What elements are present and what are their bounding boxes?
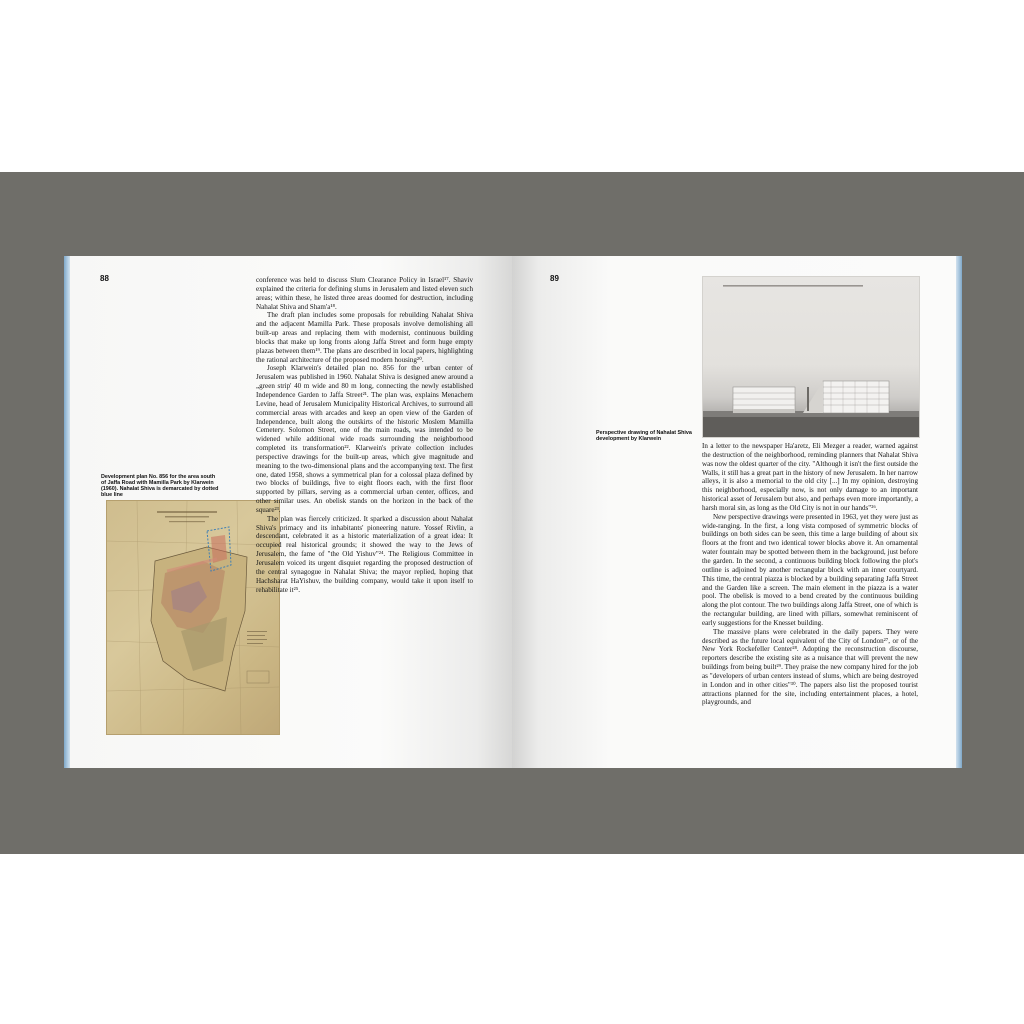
paragraph: The massive plans were celebrated in the daily papers. They were described as the future local equivalent of the City of London²⁷, or of the New York Rockefeller Center²⁸. Adopting the reconstruction discourse, reporters describe the existing site as a nuisance that will prevent the new buildings from being built²⁹. They praise the new company hired for the job as "developers of urban centers instead of slums, which are being destroyed in London and in other cities"³⁰. The papers also list the proposed tourist attractions planned for the site, including entertainment places, a hotel, playgrounds, and [702, 627, 918, 707]
paragraph: The plan was fiercely criticized. It sparked a discussion about Nahalat Shiva's primacy and its inhabitants' pioneering nature. Yossef Rivlin, a descendant, celebrated it as a historic materialization of a great idea: It occupied real historical grounds; it showed the way to the Jews of Jerusalem, the fame of "the Old Yishuv"²⁴. The Religious Committee in Jerusalem voiced its urgent disquiet regarding the proposed destruction of the central synagogue in Nahalat Shiva; the mayor replied, hoping that Hachsharat HaYishuv, the building company, would take it upon itself to rehabilitate it²⁵. [256, 514, 473, 594]
perspective-drawing [702, 276, 920, 438]
right-page-body [702, 442, 918, 707]
paragraph: Joseph Klarwein's detailed plan no. 856 for the urban center of Jerusalem was published in 1960. Nahalat Shiva is designed anew around a „green strip' 40 m wide and 80 m long, connecting the newly established Independence Garden to Jaffa Street²¹. The plan was, explains Menachem Levine, head of Jerusalem Municipality Historical Archives, to surround all commercial areas with arcades and keep an open view of the Garden of Independence, built along the outskirts of the historic Moslem Mamilla Cemetery. Solomon Street, one of the main roads, was intended to be widened while additional wide roads surrounding the neighborhood completed its transformation²². Klarwein's private collection includes perspective drawings for the built-up areas, which give magnitude and meaning to the two-dimensional plans and the accompanying text. The first one, dated 1958, shows a symmetrical plan for a colossal plaza defined by two blocks of buildings, five to eight floors each, with the first floor supported by pillars, serving as a commercial urban center, offices, and other similar uses. An obelisk stands on the horizon in the back of the square²³. [256, 364, 473, 514]
page-edge-right [955, 256, 962, 768]
page-number: 88 [100, 274, 109, 283]
drawing-caption: Perspective drawing of Nahalat Shiva development by Klarwein [596, 430, 692, 442]
open-book [64, 256, 962, 768]
paragraph: conference was held to discuss Slum Clearance Policy in Israel¹⁷. Shaviv explained the criteria for defining slums in Jerusalem and listed eleven such areas; within these, he listed three areas doomed for destruction, including Nahalat Shiva and Sham'a¹⁸. [256, 276, 473, 311]
page-number: 89 [550, 274, 559, 283]
map-caption: Development plan No. 856 for the area south of Jaffa Road with Mamilla Park by Klarwein (1960). Nahalat Shiva is demarcated by dotted blue line [101, 474, 219, 498]
paragraph: New perspective drawings were presented in 1963, yet they were just as wide-ranging. In the first, a long vista composed of symmetric blocks of buildings on both sides can be seen, this time a large building of about six floors at the front and two identical tower blocks above it. An ornamental water fountain may be spotted between them in the background, just before the garden. In the second, a continuous building block following the plot's outline is adjoined by another rectangular block with an inner courtyard. This time, the central piazza is blocked by a building separating Jaffa Street and the Garden like a screen. The main element in the piazza is a water pool. The obelisk is moved to a bend created by the continuous building along the plot contour. The two buildings along Jaffa Street, one of which is the rectangular building, are lined with pillars, somewhat reminiscent of early suggestions for the Knesset building. [702, 512, 918, 627]
development-plan-map [106, 500, 280, 735]
paragraph: In a letter to the newspaper Ha'aretz, Eli Mezger a reader, warned against the destruction of the neighborhood, reminding planners that Nahalat Shiva was now the oldest quarter of the city. "Although it isn't the first outside the Walls, it still has a great part in the history of new Jerusalem. In her narrow alleys, it is also a memorial to the old city [...] In my opinion, destroying this neighborhood, especially now, is not only damage to an important historical asset of Jerusalem but also, and perhaps even more importantly, a harsh moral sin, as long as the Old City is not in our hands"²⁶. [702, 442, 918, 512]
paragraph: The draft plan includes some proposals for rebuilding Nahalat Shiva and the adjacent Mamilla Park. These proposals involve demolishing all built-up areas and replacing them with modernist, continuous building blocks that make up long fronts along Jaffa Street and form huge empty plazas between them¹⁹. The plans are described in local papers, highlighting the rational architecture of the proposed modern housing²⁰. [256, 311, 473, 364]
left-page-body [256, 276, 473, 594]
right-page [512, 256, 956, 768]
left-page [70, 256, 512, 768]
